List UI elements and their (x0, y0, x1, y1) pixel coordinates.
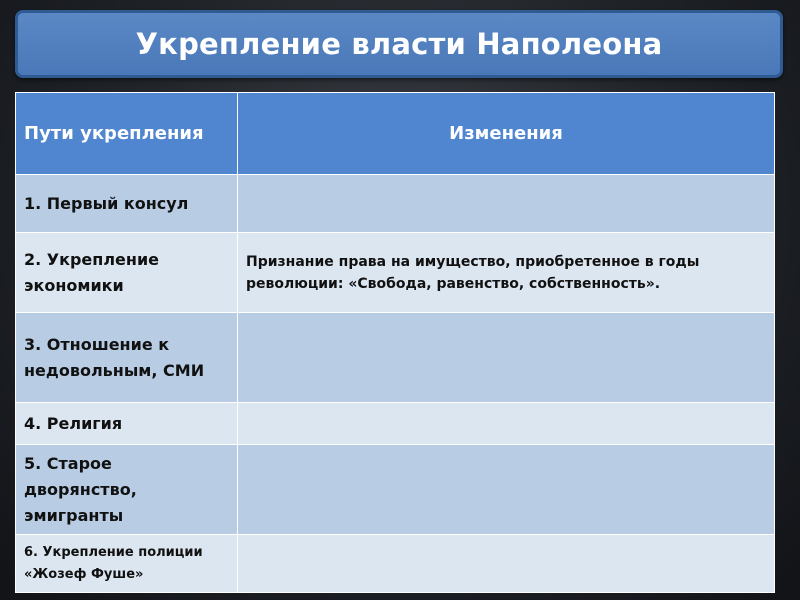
row-change (238, 445, 775, 535)
strengthening-table (15, 92, 775, 593)
row-change (238, 313, 775, 403)
row-change (238, 175, 775, 233)
table-row (16, 175, 775, 233)
table-row (16, 313, 775, 403)
row-change (238, 535, 775, 593)
title-banner (15, 10, 783, 78)
row-way: 3. Отношение к недовольным, СМИ (16, 313, 238, 403)
row-way: 1. Первый консул (16, 175, 238, 233)
row-way: 5. Старое дворянство, эмигранты (16, 445, 238, 535)
header-changes: Изменения (238, 93, 775, 175)
table-row (16, 445, 775, 535)
row-way: 2. Укрепление экономики (16, 233, 238, 313)
page-title: Укрепление власти Наполеона (135, 27, 663, 61)
table-row (16, 233, 775, 313)
row-way: 4. Религия (16, 403, 238, 445)
table-header-row (16, 93, 775, 175)
row-change (238, 403, 775, 445)
table-row (16, 535, 775, 593)
row-change: Признание права на имущество, приобретенное в годы революции: «Свобода, равенство, собственность». (238, 233, 775, 313)
header-ways: Пути укрепления (16, 93, 238, 175)
row-way: 6. Укрепление полиции «Жозеф Фуше» (16, 535, 238, 593)
table-row (16, 403, 775, 445)
